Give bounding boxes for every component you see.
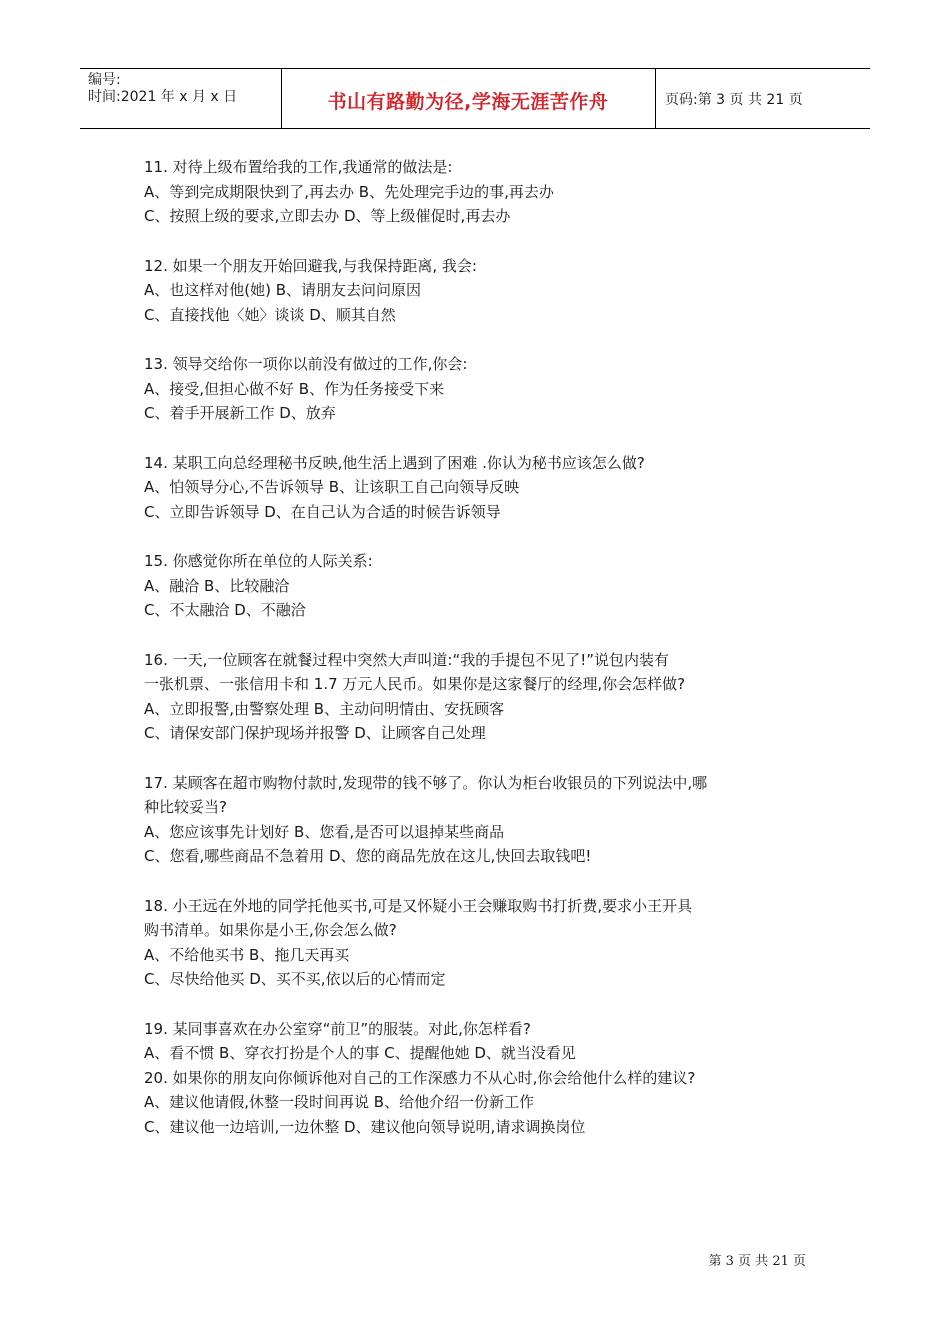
question-options: C、立即告诉领导 D、在自己认为合适的时候告诉领导 (144, 502, 501, 521)
question-text: 17. 某顾客在超市购物付款时,发现带的钱不够了。你认为柜台收银员的下列说法中,哪 (144, 773, 708, 792)
question-text: 18. 小王远在外地的同学托他买书,可是又怀疑小王会赚取购书打折费,要求小王开具 (144, 896, 693, 915)
question-text: 19. 某同事喜欢在办公室穿“前卫”的服装。对此,你怎样看? (144, 1019, 531, 1038)
question-options: A、也这样对他(她) B、请朋友去问问原因 (144, 281, 422, 299)
question-list (144, 155, 814, 1164)
question-options: A、建议他请假,休整一段时间再说 B、给他介绍一份新工作 (144, 1093, 535, 1111)
question-text: 15. 你感觉你所在单位的人际关系: (144, 552, 373, 570)
question-text: 11. 对待上级布置给我的工作,我通常的做法是: (144, 158, 453, 176)
question-options: A、怕领导分心,不告诉领导 B、让该职工自己向领导反映 (144, 478, 520, 496)
question-14 (144, 451, 814, 525)
question-16 (144, 648, 814, 746)
question-options: A、不给他买书 B、拖几天再买 (144, 945, 350, 964)
header-page-number: 页码:第 3 页 共 21 页 (665, 92, 803, 108)
header-page-cell (655, 69, 870, 128)
question-options: C、尽快给他买 D、买不买,依以后的心情而定 (144, 970, 446, 988)
question-text-continued: 购书清单。如果你是小王,你会怎么做? (144, 921, 397, 939)
footer-page-number: 第 3 页 共 21 页 (708, 1254, 806, 1269)
header-motto-cell (281, 69, 656, 128)
document-header (80, 68, 870, 129)
question-text: 20. 如果你的朋友向你倾诉他对自己的工作深感力不从心时,你会给他什么样的建议? (144, 1068, 696, 1087)
question-text: 16. 一天,一位顾客在就餐过程中突然大声叫道:“我的手提包不见了!”说包内装有 (144, 650, 670, 669)
question-17 (144, 771, 814, 869)
question-text-continued: 一张机票、一张信用卡和 1.7 万元人民币。如果你是这家餐厅的经理,你会怎样做? (144, 675, 686, 693)
document-code-label: 编号: (88, 72, 121, 88)
header-meta-cell (80, 69, 282, 128)
question-11 (144, 155, 814, 229)
question-text: 12. 如果一个朋友开始回避我,与我保持距离, 我会: (144, 256, 477, 275)
question-options: A、接受,但担心做不好 B、作为任务接受下来 (144, 379, 445, 398)
question-text-continued: 种比较妥当? (144, 798, 227, 816)
question-18 (144, 894, 814, 992)
question-options: C、不太融洽 D、不融洽 (144, 601, 306, 619)
question-20 (144, 1066, 814, 1140)
question-text: 14. 某职工向总经理秘书反映,他生活上遇到了困难 .你认为秘书应该怎么做? (144, 453, 645, 472)
question-options: A、看不惯 B、穿衣打扮是个人的事 C、提醒他她 D、就当没看见 (144, 1044, 576, 1062)
question-options: A、您应该事先计划好 B、您看,是否可以退掉某些商品 (144, 822, 505, 841)
header-motto: 书山有路勤为径,学海无涯苦作舟 (327, 91, 609, 113)
question-options: C、建议他一边培训,一边休整 D、建议他向领导说明,请求调换岗位 (144, 1117, 586, 1136)
question-text: 13. 领导交给你一项你以前没有做过的工作,你会: (144, 355, 468, 373)
document-date-label: 时间:2021 年 x 月 x 日 (88, 89, 238, 105)
question-options: C、请保安部门保护现场并报警 D、让顾客自己处理 (144, 724, 486, 742)
question-12 (144, 254, 814, 328)
question-options: A、立即报警,由警察处理 B、主动问明情由、安抚顾客 (144, 699, 505, 718)
question-options: A、等到完成期限快到了,再去办 B、先处理完手边的事,再去办 (144, 182, 554, 201)
question-options: C、着手开展新工作 D、放弃 (144, 404, 336, 422)
question-options: C、您看,哪些商品不急着用 D、您的商品先放在这儿,快回去取钱吧! (144, 847, 592, 865)
question-13 (144, 352, 814, 426)
question-15 (144, 549, 814, 623)
question-options: C、按照上级的要求,立即去办 D、等上级催促时,再去办 (144, 207, 511, 225)
question-options: C、直接找他〈她〉谈谈 D、顺其自然 (144, 305, 396, 324)
question-options: A、融洽 B、比较融洽 (144, 576, 290, 595)
question-19 (144, 1017, 814, 1066)
